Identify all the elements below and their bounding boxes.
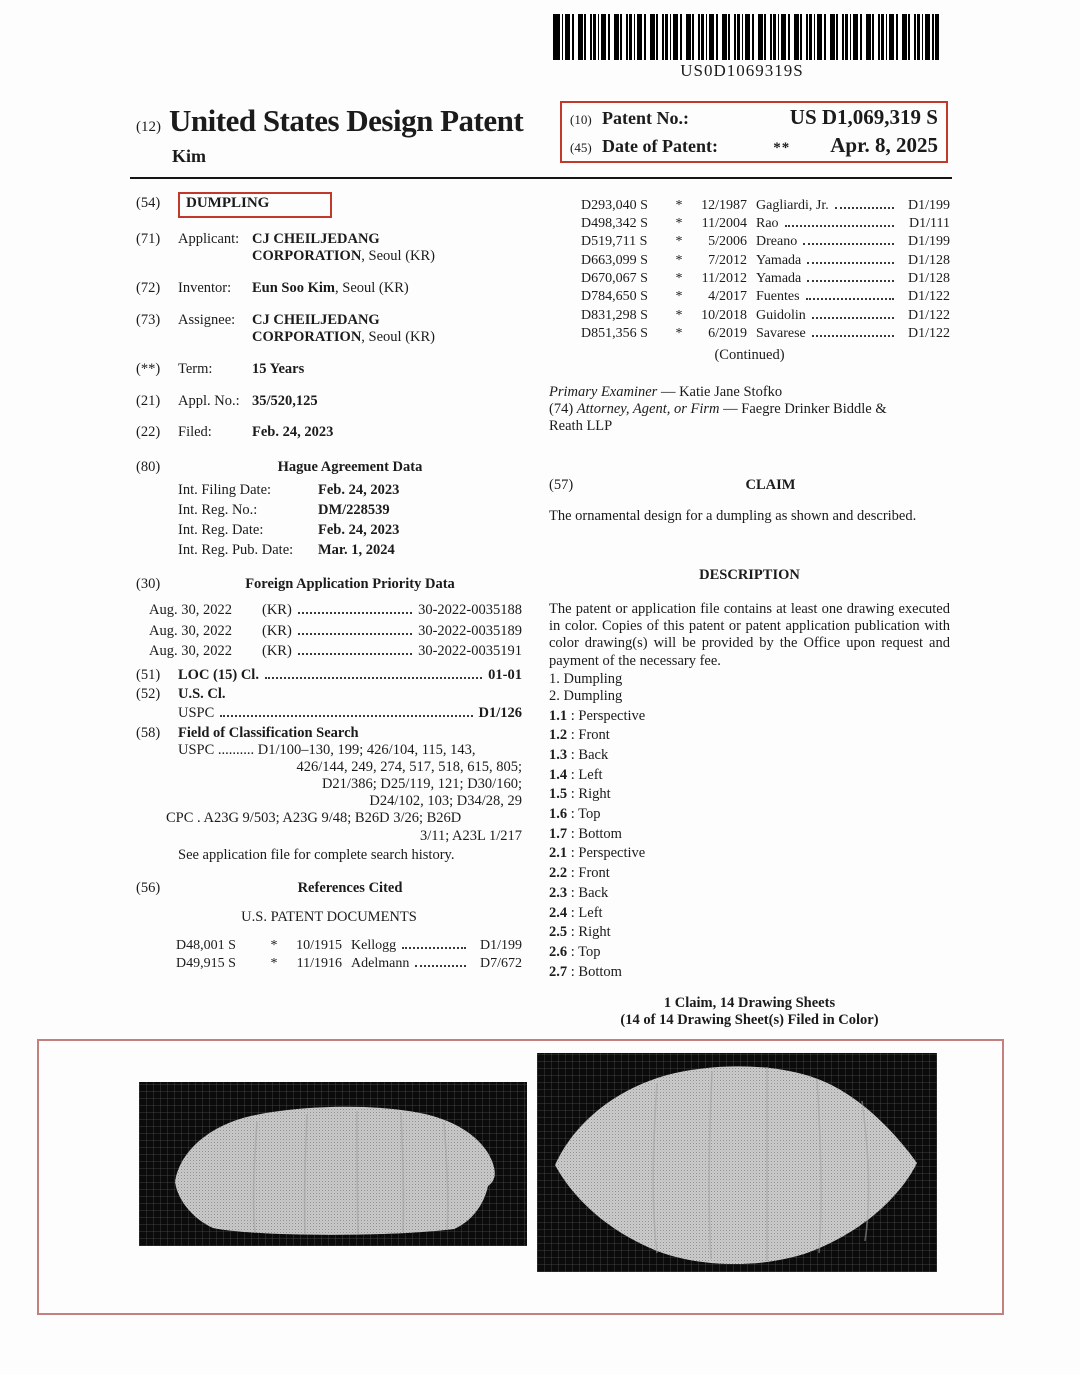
view-row (549, 727, 950, 744)
field-label: Filed: (178, 424, 212, 441)
hague-value: Feb. 24, 2023 (318, 521, 400, 538)
priority-number: 30-2022-0035188 (418, 602, 522, 619)
ref-class: D1/111 (909, 216, 950, 232)
priority-row (136, 602, 522, 619)
ref-date: 4/2017 (708, 289, 747, 305)
field-code: (72) (136, 279, 161, 296)
field-code: (**) (136, 361, 161, 378)
view-num: 1.3 (549, 746, 568, 763)
hague-value: Mar. 1, 2024 (318, 542, 395, 558)
ref-number: D831,298 S (581, 307, 648, 323)
view-row (549, 708, 950, 725)
examiner-label: Primary Examiner (549, 383, 658, 400)
priority-number: 30-2022-0035189 (418, 622, 522, 639)
priority-date: Aug. 30, 2022 (149, 643, 232, 660)
field-code: (57) (549, 476, 574, 493)
hague-value: DM/228539 (318, 501, 390, 518)
assignee-field (136, 312, 522, 346)
claim-section-header (549, 477, 950, 494)
dumpling-perspective-shape (537, 1053, 937, 1272)
hague-section-header (136, 459, 522, 476)
hague-row (178, 502, 522, 519)
field-code: (51) (136, 666, 161, 683)
field-search-cpc-block (166, 810, 522, 844)
view-label: : Bottom (567, 825, 622, 842)
appl-no-value: 35/520,125 (252, 393, 318, 410)
dot-leader (415, 965, 466, 967)
ref-number: D784,650 S (581, 289, 648, 305)
priority-date: Aug. 30, 2022 (149, 602, 232, 619)
field-code: (22) (136, 424, 161, 441)
ref-star: * (675, 234, 683, 250)
term-asterisks: ** (773, 140, 791, 156)
examiner-name: — Katie Jane Stofko (657, 383, 783, 400)
ref-class: D1/128 (908, 252, 950, 268)
view-row (549, 924, 950, 941)
hague-label: Int. Filing Date: (178, 481, 272, 498)
view-num: 2.5 (549, 924, 568, 941)
ref-date: 10/1915 (296, 937, 342, 953)
view-num: 2.7 (549, 963, 568, 980)
view-row (549, 845, 950, 862)
ref-class: D7/672 (480, 956, 522, 972)
dot-leader (298, 653, 412, 655)
ref-class: D1/128 (908, 271, 950, 287)
filed-value: Feb. 24, 2023 (252, 424, 334, 441)
ref-number: D851,356 S (581, 325, 648, 341)
uspc-line: 426/144, 249, 274, 517, 518, 615, 805; (296, 759, 522, 776)
ref-star: * (675, 325, 683, 341)
ref-star: * (270, 956, 278, 972)
view-label: : Back (567, 746, 609, 763)
assignee-name-line2: CORPORATION (252, 329, 362, 346)
dumpling-front-photo (139, 1082, 527, 1246)
patent-date-row (570, 133, 938, 161)
ref-number: D293,040 S (581, 197, 648, 213)
reference-row (549, 234, 950, 251)
hague-value: Feb. 24, 2023 (318, 481, 400, 498)
field-label: Appl. No.: (178, 393, 240, 410)
hague-label: Int. Reg. Pub. Date: (178, 542, 294, 558)
view-row (549, 944, 950, 961)
section-title: CLAIM (745, 476, 796, 493)
us-cl-field (136, 686, 522, 703)
hague-row (178, 542, 522, 559)
continued-note: (Continued) (714, 346, 785, 363)
cpc-line: CPC . A23G 9/503; A23G 9/48; B26D 3/26; B26D (166, 810, 462, 827)
field-label: Applicant: (178, 230, 240, 247)
field-code: (71) (136, 230, 161, 247)
description-text: The patent or application file contains at least one drawing executed in color. Copies of this patent or patent application publication with color drawing(s) will be provided by the Office upon request and payment of the necessary fee. (549, 601, 950, 669)
examiner-line (549, 384, 950, 401)
term-field (136, 361, 522, 378)
ref-star: * (675, 216, 683, 232)
cpc-line: 3/11; A23L 1/217 (419, 827, 522, 844)
priority-number: 30-2022-0035191 (418, 643, 522, 660)
dot-leader (298, 612, 412, 614)
view-label: : Right (567, 924, 611, 941)
us-patent-documents-heading: U.S. PATENT DOCUMENTS (241, 908, 417, 925)
field-code: (56) (136, 879, 161, 896)
hague-row (178, 482, 522, 499)
view-label: : Top (567, 943, 601, 960)
view-row (549, 865, 950, 882)
uspc-label: USPC (178, 704, 215, 721)
reference-row (549, 271, 950, 288)
dot-leader (803, 243, 894, 245)
inventor-name: Eun Soo Kim (252, 279, 335, 296)
applicant-name-line2: CORPORATION (252, 247, 362, 264)
view-label: : Front (567, 865, 610, 882)
view-label: : Perspective (567, 845, 646, 862)
ref-name: Savarese (756, 325, 806, 341)
field-code: (30) (136, 576, 161, 593)
dumpling-perspective-photo (537, 1053, 937, 1272)
ref-name: Fuentes (756, 289, 800, 305)
ref-number: D48,001 S (176, 937, 236, 953)
dot-leader (812, 335, 894, 337)
view-label: : Front (567, 727, 610, 744)
section-title: Hague Agreement Data (277, 458, 423, 475)
attorney-label: Attorney, Agent, or Firm (576, 400, 720, 417)
ref-number: D663,099 S (581, 252, 648, 268)
reference-row (549, 198, 950, 215)
view-row (549, 767, 950, 784)
dot-leader (785, 225, 894, 227)
ref-star: * (675, 252, 683, 268)
view-num: 2.6 (549, 943, 568, 960)
dot-leader (298, 633, 412, 635)
view-num: 1.2 (549, 727, 568, 744)
ref-name: Adelmann (351, 956, 410, 972)
uspc-value: D1/126 (478, 704, 522, 721)
dot-leader (807, 262, 894, 264)
references-section-header (136, 880, 522, 897)
barcode-image (553, 14, 939, 60)
term-value: 15 Years (252, 361, 305, 378)
dot-leader (812, 317, 894, 319)
reference-row (136, 938, 522, 955)
document-title: United States Design Patent (169, 103, 524, 138)
view-label: : Left (567, 904, 603, 921)
appl-no-field (136, 393, 522, 410)
field-label: Assignee: (178, 312, 236, 329)
field-code: (80) (136, 458, 161, 475)
field-search-label: Field of Classification Search (178, 724, 359, 741)
ref-name: Kellogg (351, 937, 397, 953)
field-search-header (136, 725, 522, 742)
attorney-firm: — Faegre Drinker Biddle & (719, 400, 887, 417)
design-title-annotation-box: DUMPLING (178, 192, 332, 218)
figures-annotation-box (37, 1039, 1004, 1315)
patent-number-row (570, 105, 938, 133)
ref-date: 11/2012 (701, 271, 747, 287)
attorney-firm-line2: Reath LLP (549, 417, 613, 434)
priority-country: (KR) (262, 643, 292, 660)
view-row (549, 826, 950, 843)
priority-country: (KR) (262, 622, 292, 639)
ref-date: 11/2004 (701, 216, 747, 232)
attorney-line (549, 401, 950, 418)
dot-leader (220, 715, 472, 717)
view-row (549, 806, 950, 823)
uspc-line: D24/102, 103; D34/28, 29 (369, 793, 522, 810)
applicant-field (136, 231, 522, 265)
date-label: Date of Patent: (602, 136, 718, 156)
ref-name: Dreano (756, 234, 798, 250)
ref-date: 6/2019 (708, 325, 747, 341)
patent-number-annotation-box (560, 101, 948, 163)
date-code: (45) (570, 140, 592, 155)
examiner-block (549, 384, 950, 435)
ref-star: * (675, 307, 683, 323)
view-row (549, 885, 950, 902)
view-num: 2.2 (549, 865, 568, 882)
dot-leader (807, 280, 894, 282)
dot-leader (835, 207, 894, 209)
inventor-location: , Seoul (KR) (335, 279, 409, 296)
applicant-location: , Seoul (KR) (361, 247, 436, 264)
uspc-field (136, 705, 522, 722)
ref-number: D519,711 S (581, 234, 648, 250)
ref-name: Gagliardi, Jr. (756, 197, 829, 213)
field-code: (54) (136, 195, 161, 211)
ref-class: D1/122 (908, 307, 950, 323)
field-code: (58) (136, 724, 161, 741)
patent-no-value: US D1,069,319 S (789, 105, 938, 129)
section-title: Foreign Application Priority Data (245, 576, 455, 593)
view-num: 1.6 (549, 806, 568, 823)
reference-row (136, 956, 522, 973)
view-num: 1.5 (549, 786, 568, 803)
patent-no-label: Patent No.: (602, 108, 689, 128)
claim-text: The ornamental design for a dumpling as shown and described. (549, 508, 917, 525)
ref-star: * (675, 197, 683, 213)
view-row (549, 747, 950, 764)
assignee-name-line1: CJ CHEILJEDANG (252, 312, 380, 329)
ref-class: D1/122 (908, 289, 950, 305)
priority-section-header (136, 576, 522, 593)
view-label: : Left (567, 766, 603, 783)
dot-leader (402, 947, 466, 949)
date-value: Apr. 8, 2025 (830, 133, 938, 157)
reference-row (549, 253, 950, 270)
ref-name: Rao (756, 216, 779, 232)
ref-class: D1/199 (480, 937, 522, 953)
patent-no-code: (10) (570, 112, 592, 127)
view-num: 2.1 (549, 845, 568, 862)
ref-name: Yamada (756, 252, 802, 268)
field-code: (73) (136, 312, 161, 329)
view-num: 1.7 (549, 825, 568, 842)
uspc-line: D21/386; D25/119, 121; D30/160; (321, 776, 522, 793)
priority-country: (KR) (262, 602, 292, 619)
ref-date: 11/1916 (296, 956, 342, 972)
ref-star: * (675, 289, 683, 305)
field-label: Term: (178, 361, 213, 378)
ref-date: 12/1987 (701, 197, 747, 213)
field-label: Inventor: (178, 279, 232, 296)
ref-number: D49,915 S (176, 956, 236, 972)
priority-date: Aug. 30, 2022 (149, 622, 232, 639)
ref-date: 5/2006 (708, 234, 747, 250)
ref-number: D670,067 S (581, 271, 648, 287)
field-value (252, 312, 522, 346)
design-item: 1. Dumpling (549, 670, 623, 687)
view-num: 2.3 (549, 884, 568, 901)
view-label: : Bottom (567, 963, 622, 980)
priority-row (136, 623, 522, 640)
ref-star: * (675, 271, 683, 287)
title-section (136, 192, 522, 218)
hague-label: Int. Reg. No.: (178, 501, 258, 518)
ref-class: D1/122 (908, 325, 950, 341)
ref-star: * (270, 937, 278, 953)
ref-name: Guidolin (756, 307, 806, 323)
barcode-text: US0D1069319S (680, 61, 804, 80)
ref-date: 10/2018 (701, 307, 747, 323)
view-row (549, 964, 950, 981)
view-label: : Perspective (567, 707, 646, 724)
view-num: 2.4 (549, 904, 568, 921)
us-cl-label: U.S. Cl. (178, 685, 226, 702)
dot-leader (265, 677, 482, 679)
ref-name: Yamada (756, 271, 802, 287)
hague-row (178, 522, 522, 539)
search-history-note: See application file for complete search history. (178, 846, 455, 863)
field-search-uspc-block (178, 742, 522, 810)
loc-field (136, 667, 522, 684)
view-label: : Top (567, 806, 601, 823)
reference-row (549, 326, 950, 343)
kind-code: (12) (136, 119, 161, 135)
ref-date: 7/2012 (708, 252, 747, 268)
section-title: References Cited (297, 879, 403, 896)
ref-class: D1/199 (908, 234, 950, 250)
claim-sheets-line: 1 Claim, 14 Drawing Sheets (663, 994, 836, 1011)
priority-row (136, 643, 522, 660)
loc-value: 01-01 (488, 666, 522, 683)
assignee-location: , Seoul (KR) (361, 329, 436, 346)
field-value (252, 280, 522, 297)
reference-row (549, 289, 950, 306)
reference-row (549, 216, 950, 233)
header-divider (130, 177, 952, 179)
field-code: (52) (136, 685, 161, 702)
field-code: (21) (136, 393, 161, 410)
view-label: : Right (567, 786, 611, 803)
ref-number: D498,342 S (581, 216, 648, 232)
view-row (549, 786, 950, 803)
view-label: : Back (567, 884, 609, 901)
field-code: (74) (549, 400, 577, 417)
view-num: 1.4 (549, 766, 568, 783)
uspc-line: USPC .......... D1/100–130, 199; 426/104, 115, 143, (178, 741, 476, 758)
hague-label: Int. Reg. Date: (178, 521, 264, 538)
view-row (549, 905, 950, 922)
loc-label: LOC (15) Cl. (178, 666, 259, 683)
inventor-surname: Kim (172, 146, 206, 166)
applicant-name-line1: CJ CHEILJEDANG (252, 230, 380, 247)
ref-class: D1/199 (908, 197, 950, 213)
dumpling-front-shape (139, 1082, 527, 1246)
color-sheets-line: (14 of 14 Drawing Sheet(s) Filed in Color) (620, 1011, 879, 1028)
field-value (252, 231, 522, 265)
design-item: 2. Dumpling (549, 687, 623, 704)
view-num: 1.1 (549, 707, 568, 724)
dot-leader (806, 298, 894, 300)
inventor-field (136, 280, 522, 297)
left-column (136, 192, 522, 973)
reference-row (549, 308, 950, 325)
description-heading: DESCRIPTION (699, 567, 800, 584)
right-column (549, 196, 950, 1029)
filed-field (136, 424, 522, 441)
